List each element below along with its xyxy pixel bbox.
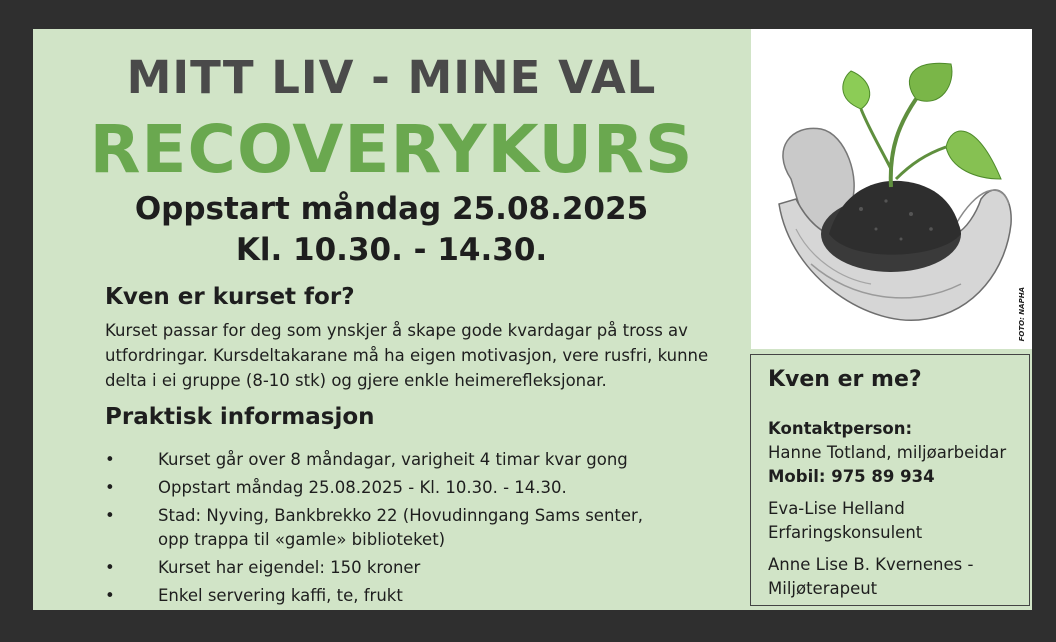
contact-person: Hanne Totland, miljøarbeidar <box>768 443 1007 462</box>
bullet-icon: • <box>105 478 115 497</box>
flyer-main-panel <box>33 29 750 610</box>
bullet-icon: • <box>105 586 115 605</box>
person-name: Anne Lise B. Kvernenes - <box>768 555 974 574</box>
person-role: Erfaringskonsulent <box>768 523 923 542</box>
audience-text <box>105 318 755 393</box>
audience-heading: Kven er kurset for? <box>105 284 355 310</box>
list-item: • Oppstart måndag 25.08.2025 - Kl. 10.30. - 14.30. <box>105 476 745 500</box>
course-name: RECOVERYKURS <box>89 111 694 188</box>
photo-credit: FOTO: NAPHA <box>1018 286 1026 341</box>
list-item: • Stad: Nyving, Bankbrekko 22 (Hovudinngang Sams senter, opp trappa til «gamle» biblioteket) <box>105 506 644 549</box>
audience-line: Kurset passar for deg som ynskjer å skape gode kvardagar på tross av <box>105 321 688 340</box>
contact-phone: Mobil: 975 89 934 <box>768 467 935 486</box>
course-flyer <box>33 29 1032 610</box>
start-date: Oppstart måndag 25.08.2025 <box>134 191 649 227</box>
person-role: Miljøterapeut <box>768 579 878 598</box>
bullet-icon: • <box>105 506 115 525</box>
contact-heading: Kven er me? <box>768 367 922 392</box>
audience-line: delta i ei gruppe (8-10 stk) og gjere enkle heimerefleksjonar. <box>105 371 607 390</box>
list-item: • Kurset har eigendel: 150 kroner <box>105 556 745 580</box>
person-name: Eva-Lise Helland <box>768 499 905 518</box>
practical-heading: Praktisk informasjon <box>105 404 375 430</box>
course-time: Kl. 10.30. - 14.30. <box>235 232 548 268</box>
bullet-icon: • <box>105 558 115 577</box>
bullet-icon: • <box>105 450 115 469</box>
practical-list <box>105 448 745 612</box>
list-item: • Kurset går over 8 måndagar, varigheit 4 timar kvar gong <box>105 448 745 472</box>
contact-box <box>750 354 1030 606</box>
list-item: • Enkel servering kaffi, te, frukt <box>105 584 745 608</box>
contact-label: Kontaktperson: <box>768 419 913 438</box>
flyer-title: MITT LIV - MINE VAL <box>126 51 657 104</box>
audience-line: utfordringar. Kursdeltakarane må ha eigen motivasjon, vere rusfri, kunne <box>105 346 709 365</box>
seedling-icon <box>751 29 1032 349</box>
hands-seedling-photo <box>751 29 1032 349</box>
